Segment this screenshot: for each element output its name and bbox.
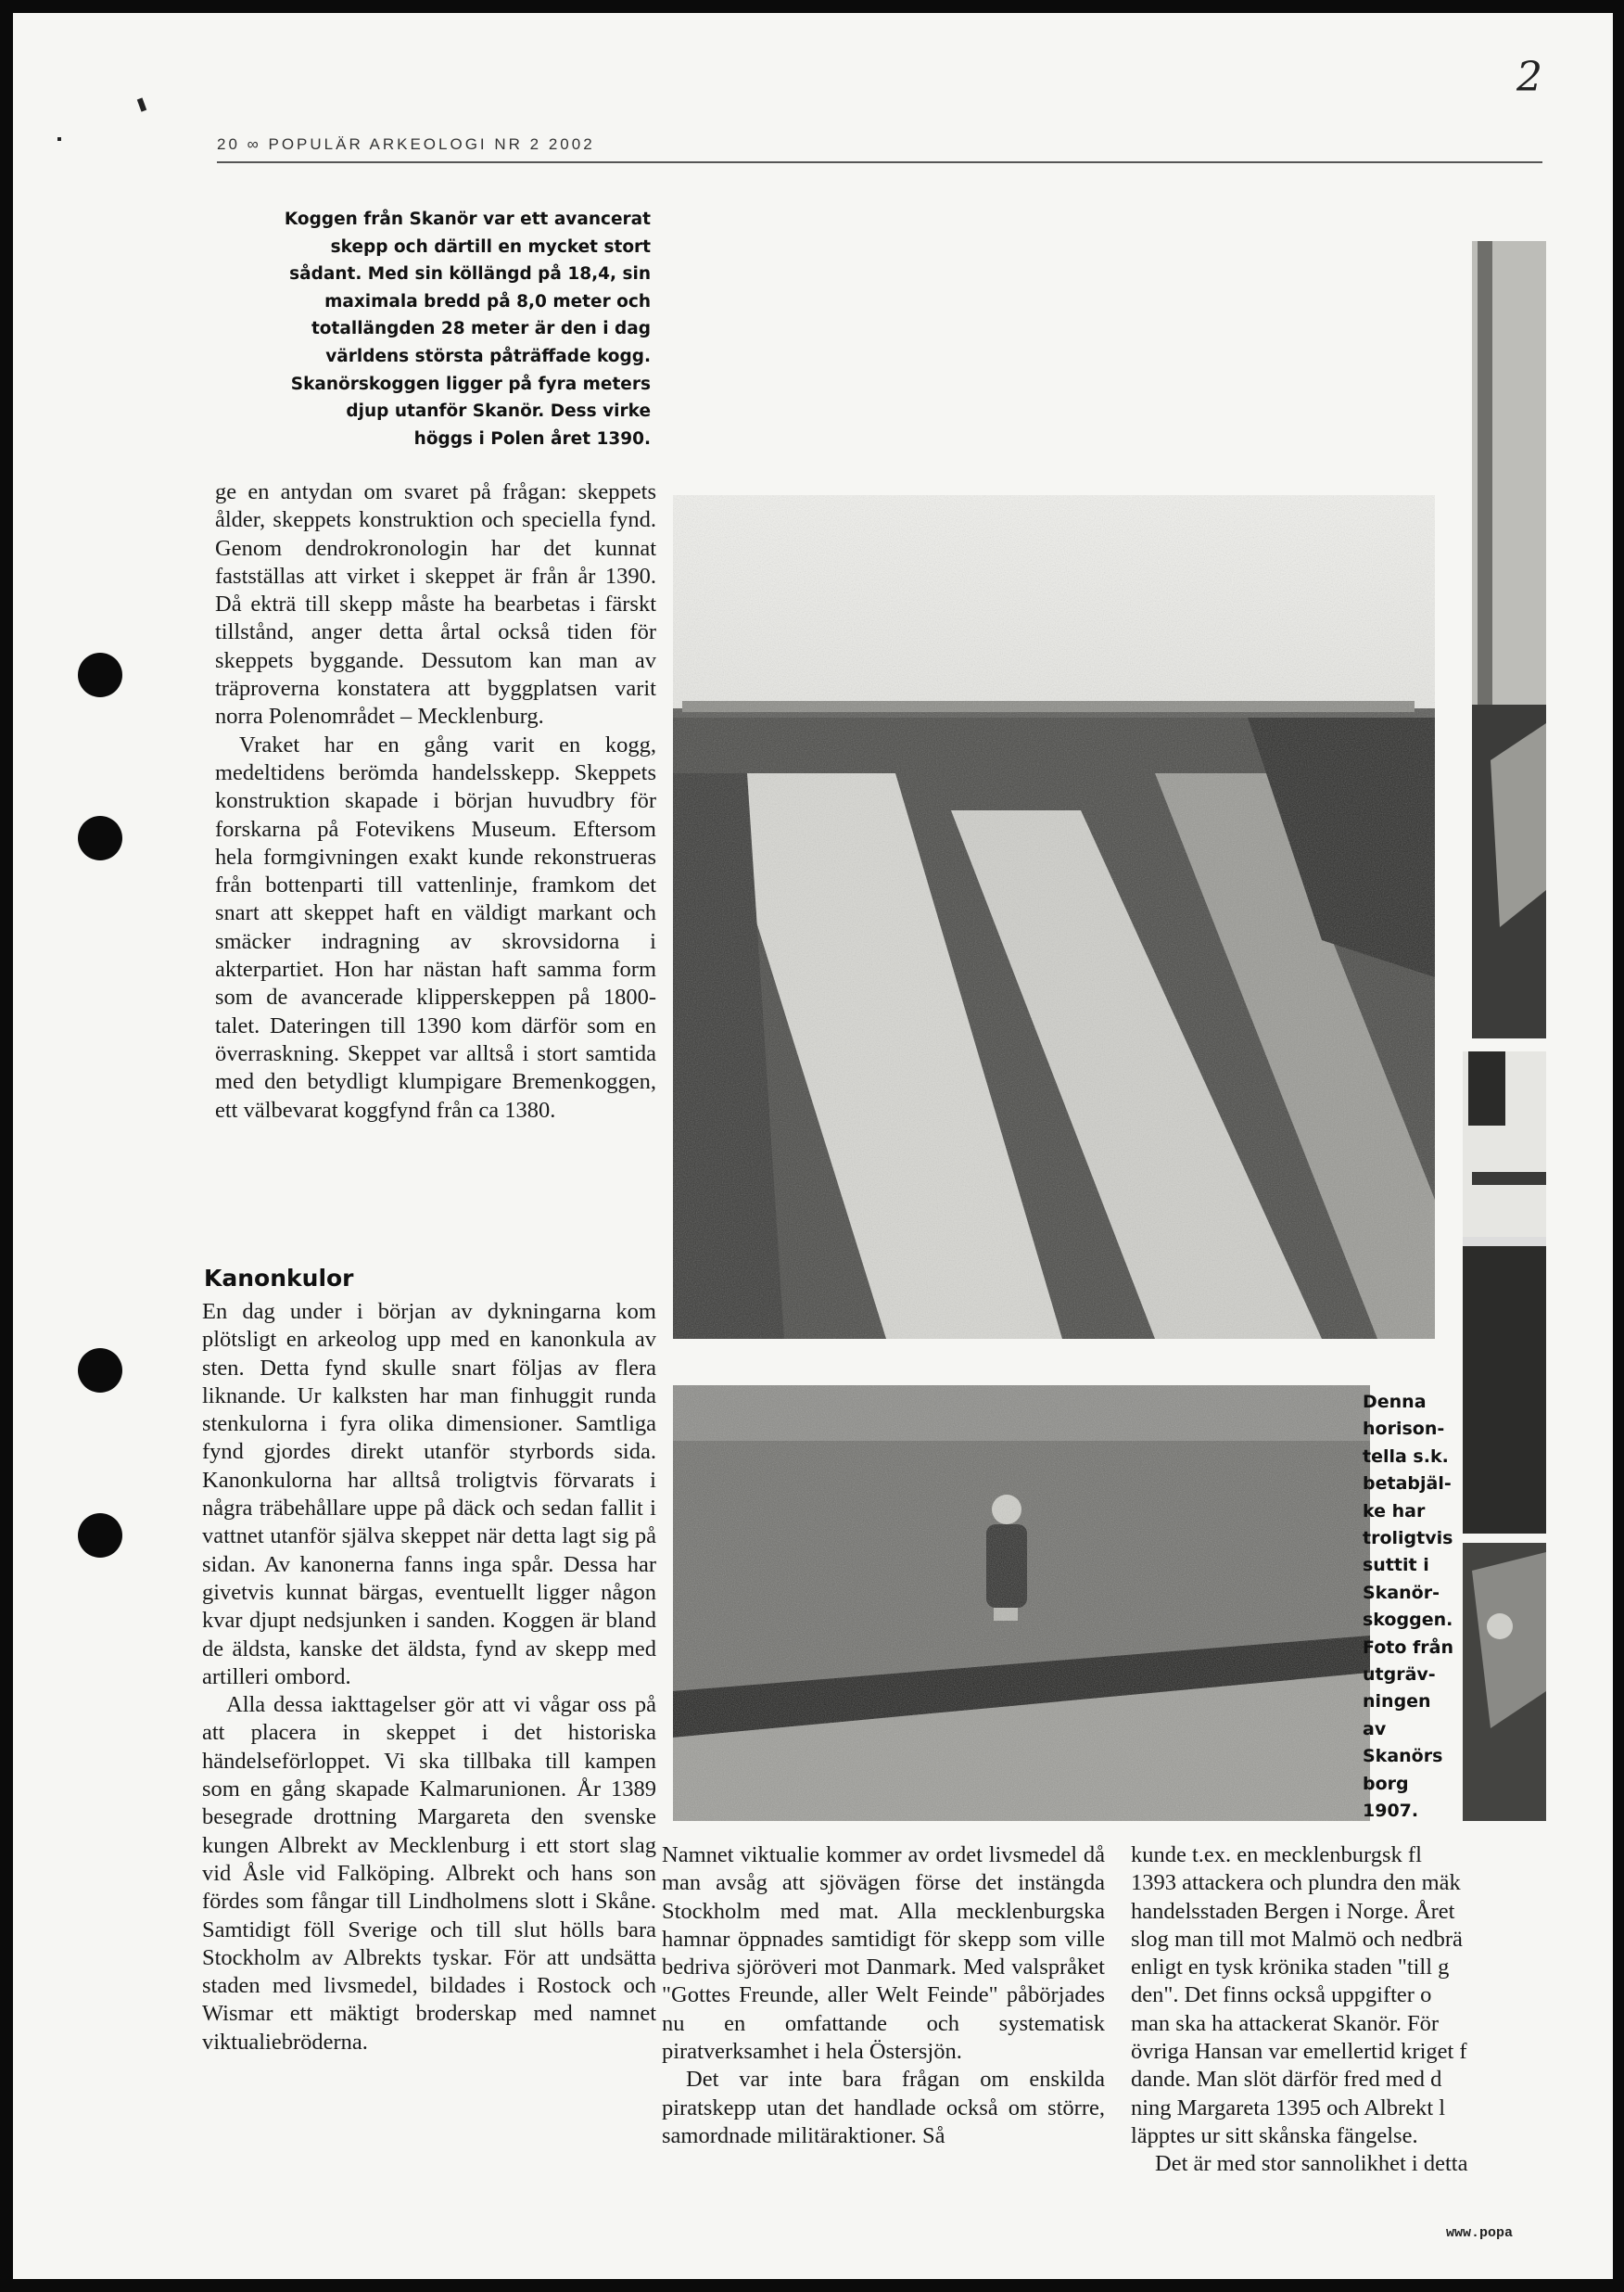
running-head: 20 ∞ POPULÄR ARKEOLOGI NR 2 2002 (217, 135, 595, 153)
paragraph: Alla dessa iakttagelser gör att vi vågar oss på att placera in skeppet i det historiska händelseförloppet. Vi ska tillbaka till kampen som en gång skapade Kalmarunionen. År 1389 besegrade drottning Margareta den svenske kungen Albrekt av Mecklenburg i ett stort slag vid Åsle vid Falköping. Albrekt och hans son fördes som fångar till Lindholmens slott i Skåne. Samtidigt föll Sverige och till slut hölls bara Stockholm av Albrekts tyskar. För att undsätta staden med livsmedel, bildades i Rostock och Wismar ett mäktigt broderskap med namnet viktualiebröderna. (202, 1692, 656, 2055)
caption-line: Skanör- (1363, 1582, 1440, 1603)
text-line: den". Det finns också uppgifter o (1131, 1982, 1432, 2008)
section-heading: Kanonkulor (204, 1265, 354, 1292)
caption-line: borg (1363, 1773, 1409, 1794)
paragraph: Det var inte bara frågan om enskilda piratskepp utan det handlade också om större, samordnade militäraktioner. Så (662, 2067, 1105, 2148)
excavation-beam-photo (673, 1385, 1370, 1821)
punch-hole (78, 816, 122, 860)
text-line: ning Margareta 1395 och Albrekt l (1131, 2095, 1446, 2120)
text-line: övriga Hansan var emellertid kriget f (1131, 2039, 1467, 2065)
footer-url: www.popa (1446, 2225, 1514, 2241)
text-line: läpptes ur sitt skånska fängelse. (1131, 2122, 1418, 2148)
photo-caption-top: Koggen från Skanör var ett avancerat skepp och därtill en mycket stort sådant. Med sin köllängd på 18,4, sin maximala bredd på 8,0 meter och totallängden 28 meter är den i dag världens största påträffade kogg. Skanörskoggen ligger på fyra meters djup utanför Skanör. Dess virke höggs i Polen året 1390. (284, 210, 651, 449)
caption-line: skoggen. (1363, 1610, 1453, 1631)
caption-line: horison- (1363, 1419, 1445, 1440)
text-line: kunde t.ex. en mecklenburgsk fl (1131, 1842, 1422, 1867)
caption-line: 1907. (1363, 1801, 1419, 1822)
paragraph: Vraket har en gång varit en kogg, medeltidens berömda handelsskepp. Skeppets konstruktion skapade i början huvudbry för forskarna på Fotevikens Museum. Eftersom hela formgivningen exakt kunde rekonstrueras från bottenparti till vattenlinje, framkom det snart att skeppet haft en väldigt markant och smäcker indragning av skrovsidorna i akterpartiet. Hon har nästan haft samma form som de avancerade klipperskeppen på 1800-talet. Dateringen till 1390 kom därför som en överraskning. Skeppet var alltså i stort samtida med den betydligt klumpigare Bremenkoggen, ett välbevarat koggfynd från ca 1380. (215, 732, 656, 1123)
punch-hole (78, 1348, 122, 1393)
article-column-1-top (215, 478, 656, 1125)
caption-line: tella s.k. (1363, 1445, 1449, 1467)
text-line: Det är med stor sannolikhet i detta (1155, 2151, 1468, 2177)
header-rule (217, 161, 1542, 163)
adjacent-photo-fragment (1472, 241, 1546, 1038)
caption-line: betabjäl- (1363, 1473, 1452, 1495)
text-line: dande. Man slöt därför fred med d (1131, 2067, 1442, 2093)
paragraph: En dag under i början av dykningarna kom plötsligt en arkeolog upp med en kanonkula av sten. Detta fynd skulle snart följas av flera liknande. Ur kalksten har man finhuggit runda stenkulorna i fyra olika dimensioner. Samtliga fynd gjordes direkt utanför styrbords sida. Kanonkulorna har alltså troligtvis förvarats i några träbehållare uppe på däck och sedan fallit i vattnet utanför själva skeppet när detta lagt sig på sidan. Av kanonerna fanns inga spår. Dessa har givetvis kunnat bärgas, eventuellt ligger någon kvar djupt nedsjunken i sanden. Koggen är bland de äldsta, kanske det äldsta, fynd av skepp med artilleri ombord. (202, 1299, 656, 1689)
caption-line: utgräv- (1363, 1664, 1436, 1686)
paragraph: Namnet viktualie kommer av ordet livsmedel då man avsåg att sjövägen förse det instängda Stockholm med mat. Alla mecklenburgska hamnar öppnades samtidigt för skepp som ville bedriva sjöröveri mot Danmark. Med valspråket "Gottes Freunde, aller Welt Feinde" påbörjades nu en omfattande och systematisk piratverksamhet i hela Östersjön. (662, 1842, 1105, 2065)
punch-hole (78, 1513, 122, 1558)
caption-line: Foto från (1363, 1636, 1453, 1658)
photo-caption-side (1363, 1389, 1465, 1826)
text-line: man ska ha attackerat Skanör. För (1131, 2010, 1440, 2036)
caption-line: Denna (1363, 1392, 1427, 1412)
text-line: handelsstaden Bergen i Norge. Året (1131, 1898, 1455, 1924)
text-line: slog man till mot Malmö och nedbrä (1131, 1926, 1463, 1952)
adjacent-photo-fragment (1463, 1051, 1546, 1534)
scan-speck (137, 97, 146, 111)
scanned-page (13, 13, 1613, 2279)
caption-line: troligtvis (1363, 1528, 1453, 1549)
article-column-2 (662, 1841, 1105, 2150)
caption-line: ningen (1363, 1691, 1431, 1713)
caption-line: suttit i (1363, 1555, 1429, 1576)
article-column-3 (1131, 1841, 1557, 2179)
text-line: enligt en tysk krönika staden "till g (1131, 1955, 1450, 1980)
handwritten-page-number: 2 (1516, 54, 1542, 101)
article-column-1-bottom (202, 1298, 656, 2056)
caption-line: ke har (1363, 1500, 1426, 1522)
excavation-trench-photo (673, 495, 1435, 1339)
punch-hole (78, 653, 122, 697)
adjacent-photo-fragment (1463, 1543, 1546, 1821)
text-line: 1393 attackera och plundra den mäk (1131, 1870, 1461, 1896)
caption-line: av (1363, 1718, 1387, 1739)
scan-speck (57, 137, 61, 141)
paragraph: ge en antydan om svaret på frågan: skeppets ålder, skeppets konstruktion och speciella fynd. Genom dendrokronologin har det kunnat fastställas att virket i skeppet är från år 1390. Då ekträ till skepp måste ha bearbetas i färskt tillstånd, anger detta årtal också tiden för skeppets byggande. Dessutom kan man av träproverna konstatera att byggplatsen varit norra Polenområdet – Mecklenburg. (215, 479, 656, 730)
caption-line: Skanörs (1363, 1746, 1443, 1767)
